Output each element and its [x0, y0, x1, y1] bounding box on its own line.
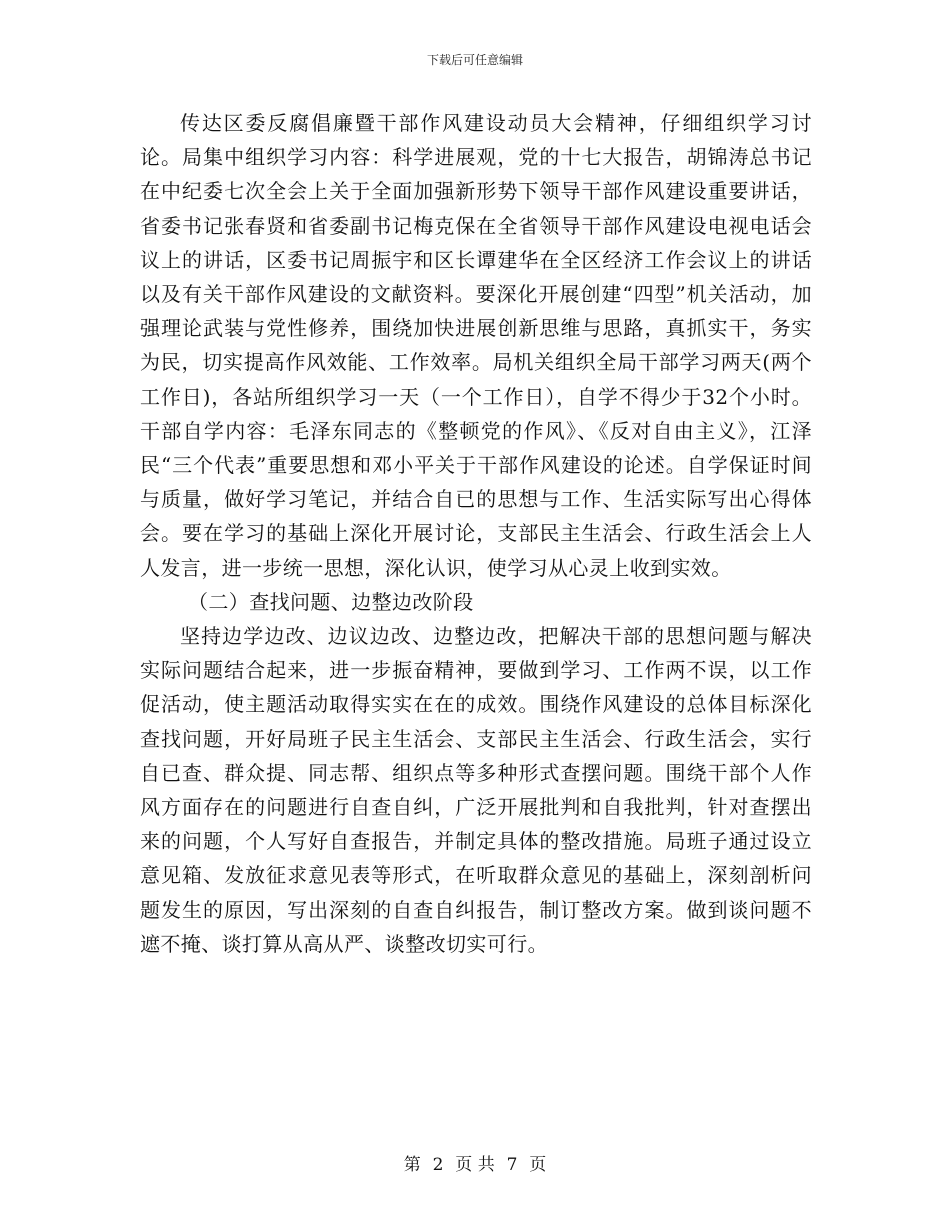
page-header: 下载后可任意编辑 — [426, 53, 523, 67]
paragraph-study-discussion: 传达区委反腐倡廉暨干部作风建设动员大会精神，仔细组织学习讨论。局集中组织学习内容：科学进展观，党的十七大报告，胡锦涛总书记在中纪委七次全会上关于全面加强新形势下领导干部作风建设重要讲话，省委书记张春贤和省委副书记梅克保在全省领导干部作风建设电视电话会议上的讲话，区委书记周振宇和区长谭建华在全区经济工作会议上的讲话以及有关干部作风建设的文献资料。要深化开展创建“四型”机关活动，加强理论武装与党性修养，围绕加快进展创新思维与思路，真抓实干，务实为民，切实提高作风效能、工作效率。局机关组织全局干部学习两天(两个工作日)，各站所组织学习一天（一个工作日），自学不得少于32个小时。干部自学内容：毛泽东同志的《整顿党的作风》、《反对自由主义》，江泽民“三个代表”重要思想和邓小平关于干部作风建设的论述。自学保证时间与质量，做好学习笔记，并结合自已的思想与工作、生活实际写出心得体会。要在学习的基础上深化开展讨论，支部民主生活会、行政生活会上人人发言，进一步统一思想，深化认识，使学习从心灵上收到实效。 — [140, 111, 812, 580]
footer-prefix: 第 — [403, 1155, 421, 1175]
section-heading: （二）查找问题、边整边改阶段 — [188, 589, 474, 614]
document-body — [140, 106, 812, 961]
paragraph-find-problems: 坚持边学边改、边议边改、边整边改，把解决干部的思想问题与解决实际问题结合起来，进一步振奋精神，要做到学习、工作两不误，以工作促活动，使主题活动取得实实在在的成效。围绕作风建设的总体目标深化查找问题，开好局班子民主生活会、支部民主生活会、行政生活会，实行自已查、群众提、同志帮、组织点等多种形式查摆问题。围绕干部个人作风方面存在的问题进行自查自纠，广泛开展批判和自我批判，针对查摆出来的问题，个人写好自查报告，并制定具体的整改措施。局班子通过设立意见箱、发放征求意见表等形式，在听取群众意见的基础上，深刻剖析问题发生的原因，写出深刻的自查自纠报告，制订整改方案。做到谈问题不遮不掩、谈打算从高从严、谈整改切实可行。 — [140, 624, 812, 956]
footer-middle: 页 共 — [455, 1155, 495, 1175]
footer-suffix: 页 — [529, 1155, 547, 1175]
total-page-count: 7 — [506, 1155, 518, 1175]
current-page-number: 2 — [432, 1155, 444, 1175]
page-footer — [0, 1154, 950, 1176]
